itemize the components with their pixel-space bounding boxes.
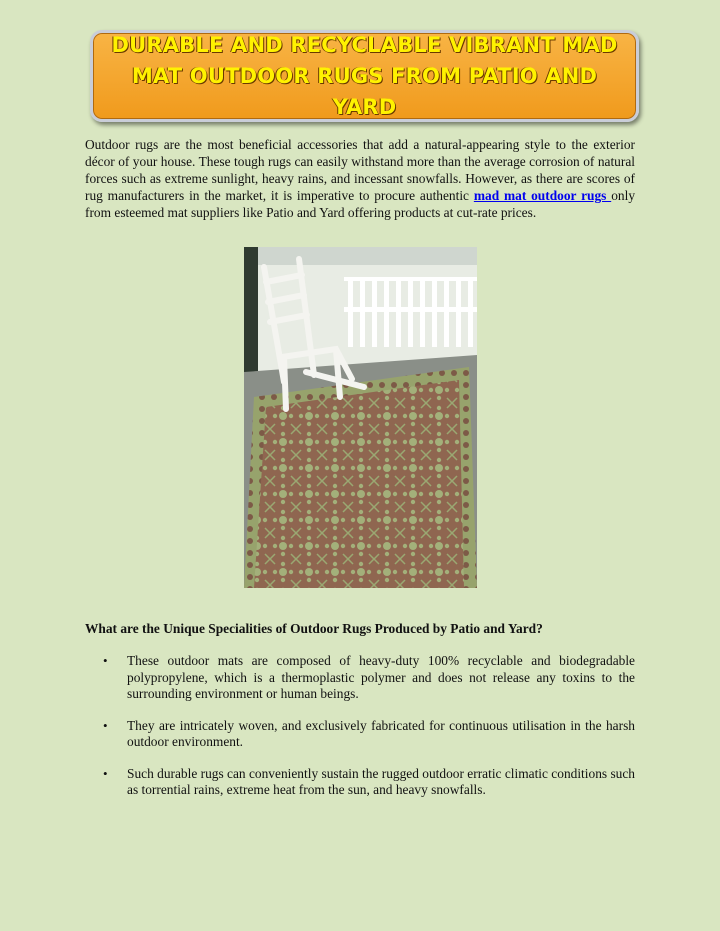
- list-item-text: These outdoor mats are composed of heavy-duty 100% recyclable and biodegradable polypropylene, which is a thermoplastic polymer and does not release any toxins to the surrounding environment or human beings.: [127, 653, 635, 701]
- title-banner: [90, 30, 639, 122]
- section-heading: What are the Unique Specialities of Outdoor Rugs Produced by Patio and Yard?: [85, 621, 543, 636]
- intro-text-end: only from esteemed mat suppliers like Patio and Yard offering products at cut-rate prices.: [85, 188, 636, 220]
- intro-paragraph: [85, 136, 635, 221]
- list-item-text: They are intricately woven, and exclusively fabricated for continuous utilisation in the harsh outdoor environment.: [127, 717, 635, 749]
- list-item: [85, 718, 635, 751]
- bullet-icon: •: [103, 717, 108, 733]
- page-title: DURABLE AND RECYCLABLE VIBRANT MAD MAT OUTDOOR RUGS FROM PATIO AND YARD: [111, 32, 618, 119]
- mad-mat-outdoor-rugs-link[interactable]: mad mat outdoor rugs: [473, 188, 612, 203]
- list-item: [85, 766, 635, 799]
- bullet-icon: •: [103, 653, 108, 668]
- rug-photo: [244, 247, 477, 588]
- intro-text-start: Outdoor rugs are the most beneficial accessories that add a natural-appearing style to the exterior décor of your house. These tough rugs can easily withstand more than the average corrosion of natural forces such as extreme sunlight, heavy rains, and incessant snowfalls. However, as there are scores of rug manufacturers in the market, it is imperative to procure authentic: [85, 137, 635, 203]
- list-item: [85, 653, 635, 703]
- list-item-text: Such durable rugs can conveniently sustain the rugged outdoor erratic climatic conditions such as torrential rains, extreme heat from the sun, and heavy snowfalls.: [127, 765, 635, 797]
- bullet-icon: •: [103, 765, 108, 781]
- feature-list: [85, 653, 635, 814]
